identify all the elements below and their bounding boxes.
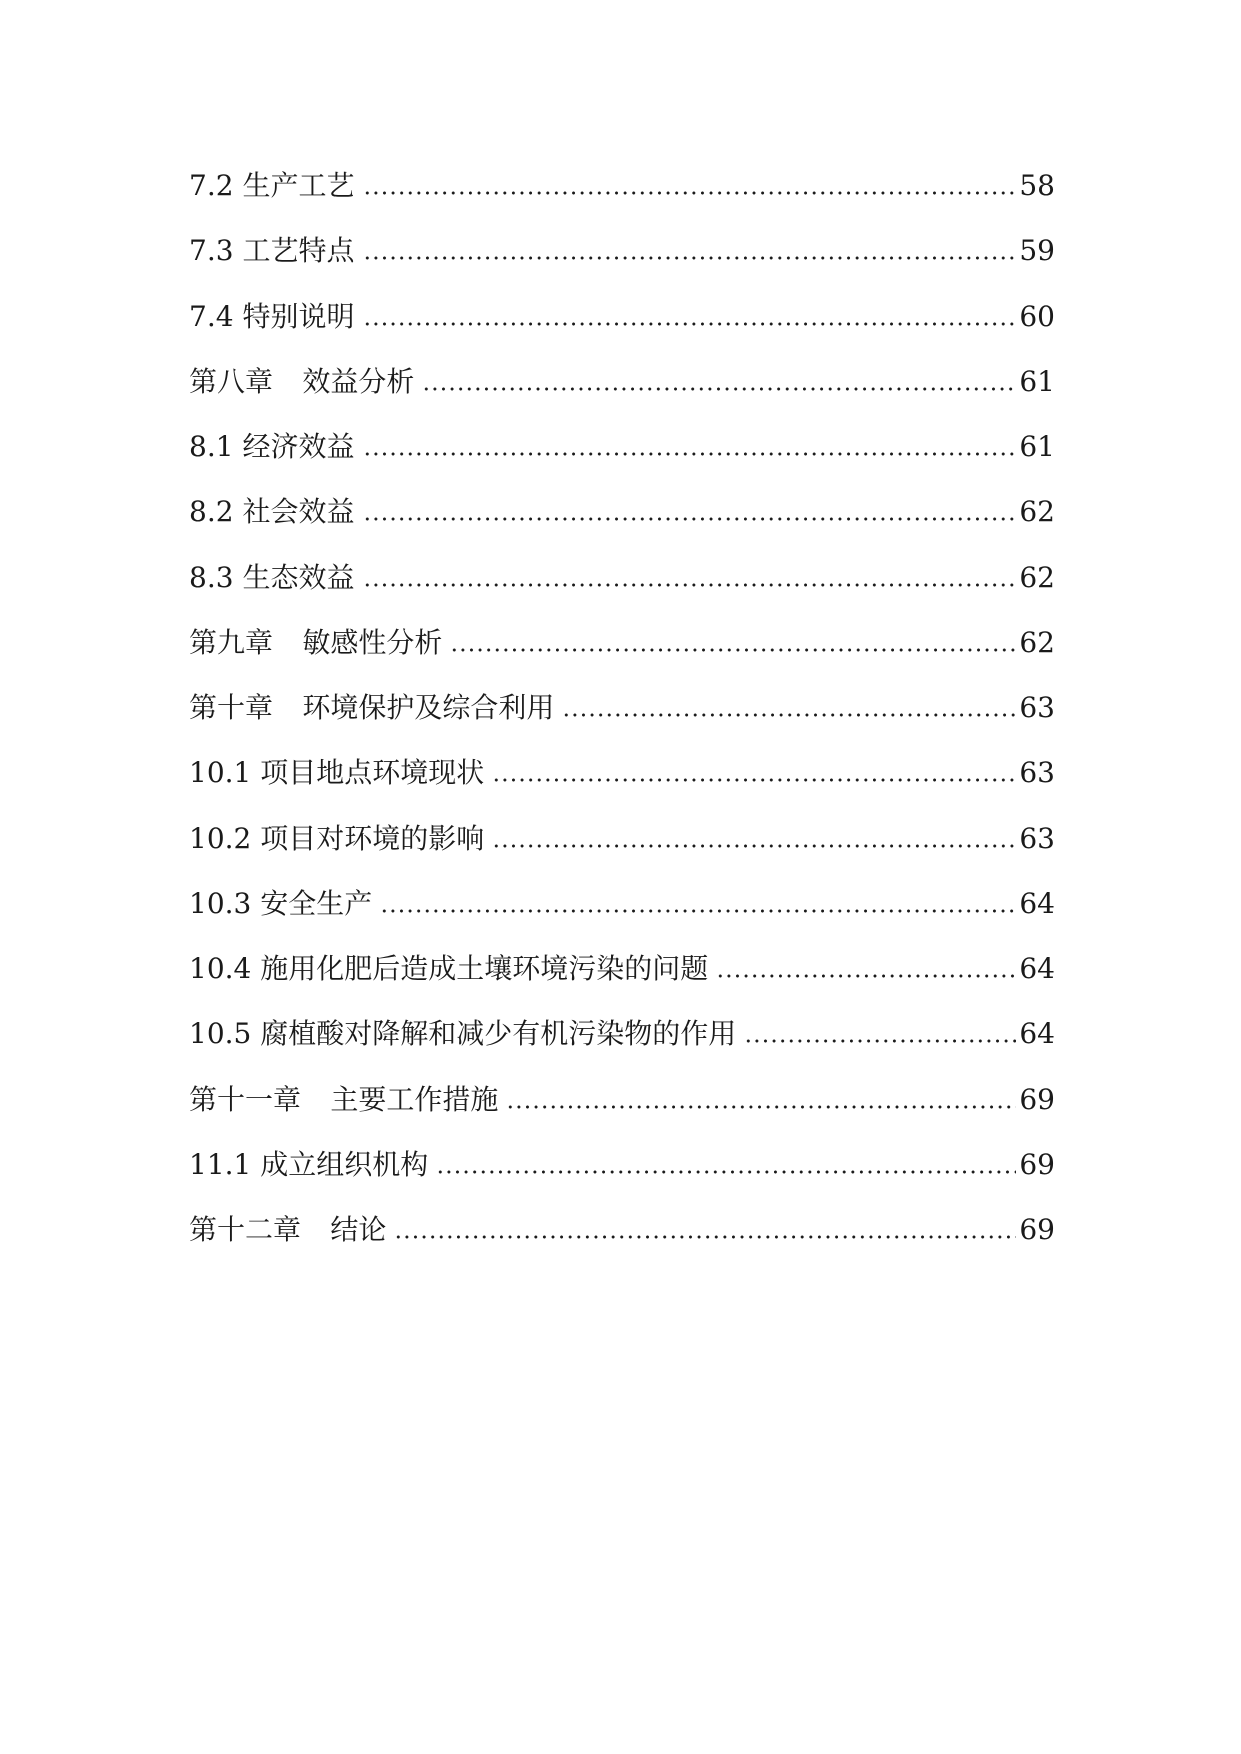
toc-leader-dots: [436, 1168, 1016, 1174]
toc-section-entry: [189, 284, 1055, 349]
toc-leader-dots: [394, 1233, 1016, 1239]
toc-entry-page-number: 62: [1019, 560, 1055, 594]
toc-section-entry: [189, 871, 1055, 936]
toc-entry-page-number: 63: [1019, 821, 1055, 855]
toc-entry-title: 主要工作措施: [330, 1082, 499, 1116]
toc-entry-page-number: 69: [1019, 1147, 1055, 1181]
toc-entry-page-number: 62: [1019, 495, 1055, 529]
toc-entry-number: 第十二章: [189, 1213, 302, 1246]
toc-entry-page-number: 64: [1019, 1017, 1055, 1051]
toc-chapter-entry: [189, 1067, 1055, 1132]
toc-leader-dots: [422, 385, 1016, 391]
toc-entry-number: 8.2: [189, 495, 234, 529]
toc-leader-dots: [363, 320, 1017, 326]
toc-entry-title: 项目对环境的影响: [260, 821, 485, 855]
toc-entry-page-number: 63: [1019, 691, 1055, 724]
toc-entry-number: 10.2: [189, 821, 252, 855]
toc-entry-title: 安全生产: [260, 886, 373, 920]
toc-section-entry: [189, 1132, 1055, 1197]
toc-entry-title: 项目地点环境现状: [260, 756, 485, 790]
toc-entry-number: 第八章: [189, 364, 274, 398]
toc-leader-dots: [450, 646, 1016, 652]
toc-chapter-entry: [189, 610, 1055, 675]
toc-entry-number: 10.5: [189, 1017, 252, 1051]
toc-entry-title: 腐植酸对降解和减少有机污染物的作用: [260, 1017, 737, 1051]
toc-list: [189, 153, 1055, 1262]
toc-leader-dots: [363, 189, 1017, 195]
toc-leader-dots: [363, 450, 1017, 456]
toc-entry-number: 第十一章: [189, 1082, 302, 1116]
toc-section-entry: [189, 414, 1055, 479]
toc-entry-title: 生态效益: [242, 560, 355, 594]
toc-leader-dots: [492, 842, 1016, 848]
toc-entry-number: 7.2: [189, 169, 234, 202]
toc-entry-title: 施用化肥后造成土壤环境污染的问题: [260, 952, 709, 985]
toc-leader-dots: [716, 972, 1016, 978]
toc-section-entry: [189, 479, 1055, 544]
toc-section-entry: [189, 806, 1055, 871]
toc-entry-title: 效益分析: [302, 364, 415, 398]
toc-entry-page-number: 64: [1019, 952, 1055, 985]
toc-leader-dots: [380, 907, 1016, 913]
toc-entry-number: 10.4: [189, 952, 252, 985]
toc-entry-page-number: 59: [1019, 234, 1055, 268]
toc-entry-title: 工艺特点: [242, 234, 355, 268]
toc-section-entry: [189, 740, 1055, 805]
toc-entry-number: 7.4: [189, 299, 234, 333]
toc-leader-dots: [562, 711, 1016, 717]
toc-leader-dots: [744, 1037, 1016, 1043]
toc-leader-dots: [492, 776, 1016, 782]
toc-entry-number: 8.1: [189, 430, 234, 463]
toc-entry-page-number: 63: [1019, 756, 1055, 790]
toc-chapter-entry: [189, 1197, 1055, 1262]
toc-section-entry: [189, 1001, 1055, 1066]
toc-leader-dots: [363, 254, 1017, 260]
toc-entry-number: 8.3: [189, 560, 234, 594]
toc-entry-number: 10.1: [189, 756, 252, 790]
toc-entry-page-number: 69: [1019, 1213, 1055, 1246]
toc-entry-title: 社会效益: [242, 495, 355, 529]
toc-entry-title: 敏感性分析: [302, 625, 443, 659]
toc-entry-number: 11.1: [189, 1147, 252, 1181]
toc-entry-page-number: 64: [1019, 886, 1055, 920]
toc-entry-title: 结论: [330, 1213, 387, 1246]
toc-entry-title: 生产工艺: [242, 169, 355, 202]
toc-entry-number: 10.3: [189, 886, 252, 920]
toc-entry-page-number: 69: [1019, 1082, 1055, 1116]
toc-entry-title: 成立组织机构: [260, 1147, 429, 1181]
toc-entry-number: 7.3: [189, 234, 234, 268]
toc-entry-page-number: 58: [1019, 169, 1055, 202]
toc-entry-number: 第十章: [189, 691, 274, 724]
toc-entry-page-number: 61: [1019, 364, 1055, 398]
toc-entry-page-number: 61: [1019, 430, 1055, 463]
toc-entry-title: 环境保护及综合利用: [302, 691, 555, 724]
toc-section-entry: [189, 218, 1055, 283]
toc-section-entry: [189, 545, 1055, 610]
toc-chapter-entry: [189, 675, 1055, 740]
toc-chapter-entry: [189, 349, 1055, 414]
toc-entry-title: 特别说明: [242, 299, 355, 333]
toc-entry-number: 第九章: [189, 625, 274, 659]
toc-entry-page-number: 60: [1019, 299, 1055, 333]
toc-section-entry: [189, 936, 1055, 1001]
toc-section-entry: [189, 153, 1055, 218]
toc-entry-page-number: 62: [1019, 625, 1055, 659]
toc-leader-dots: [363, 581, 1017, 587]
toc-entry-title: 经济效益: [242, 430, 355, 463]
toc-leader-dots: [363, 515, 1017, 521]
toc-leader-dots: [506, 1103, 1016, 1109]
